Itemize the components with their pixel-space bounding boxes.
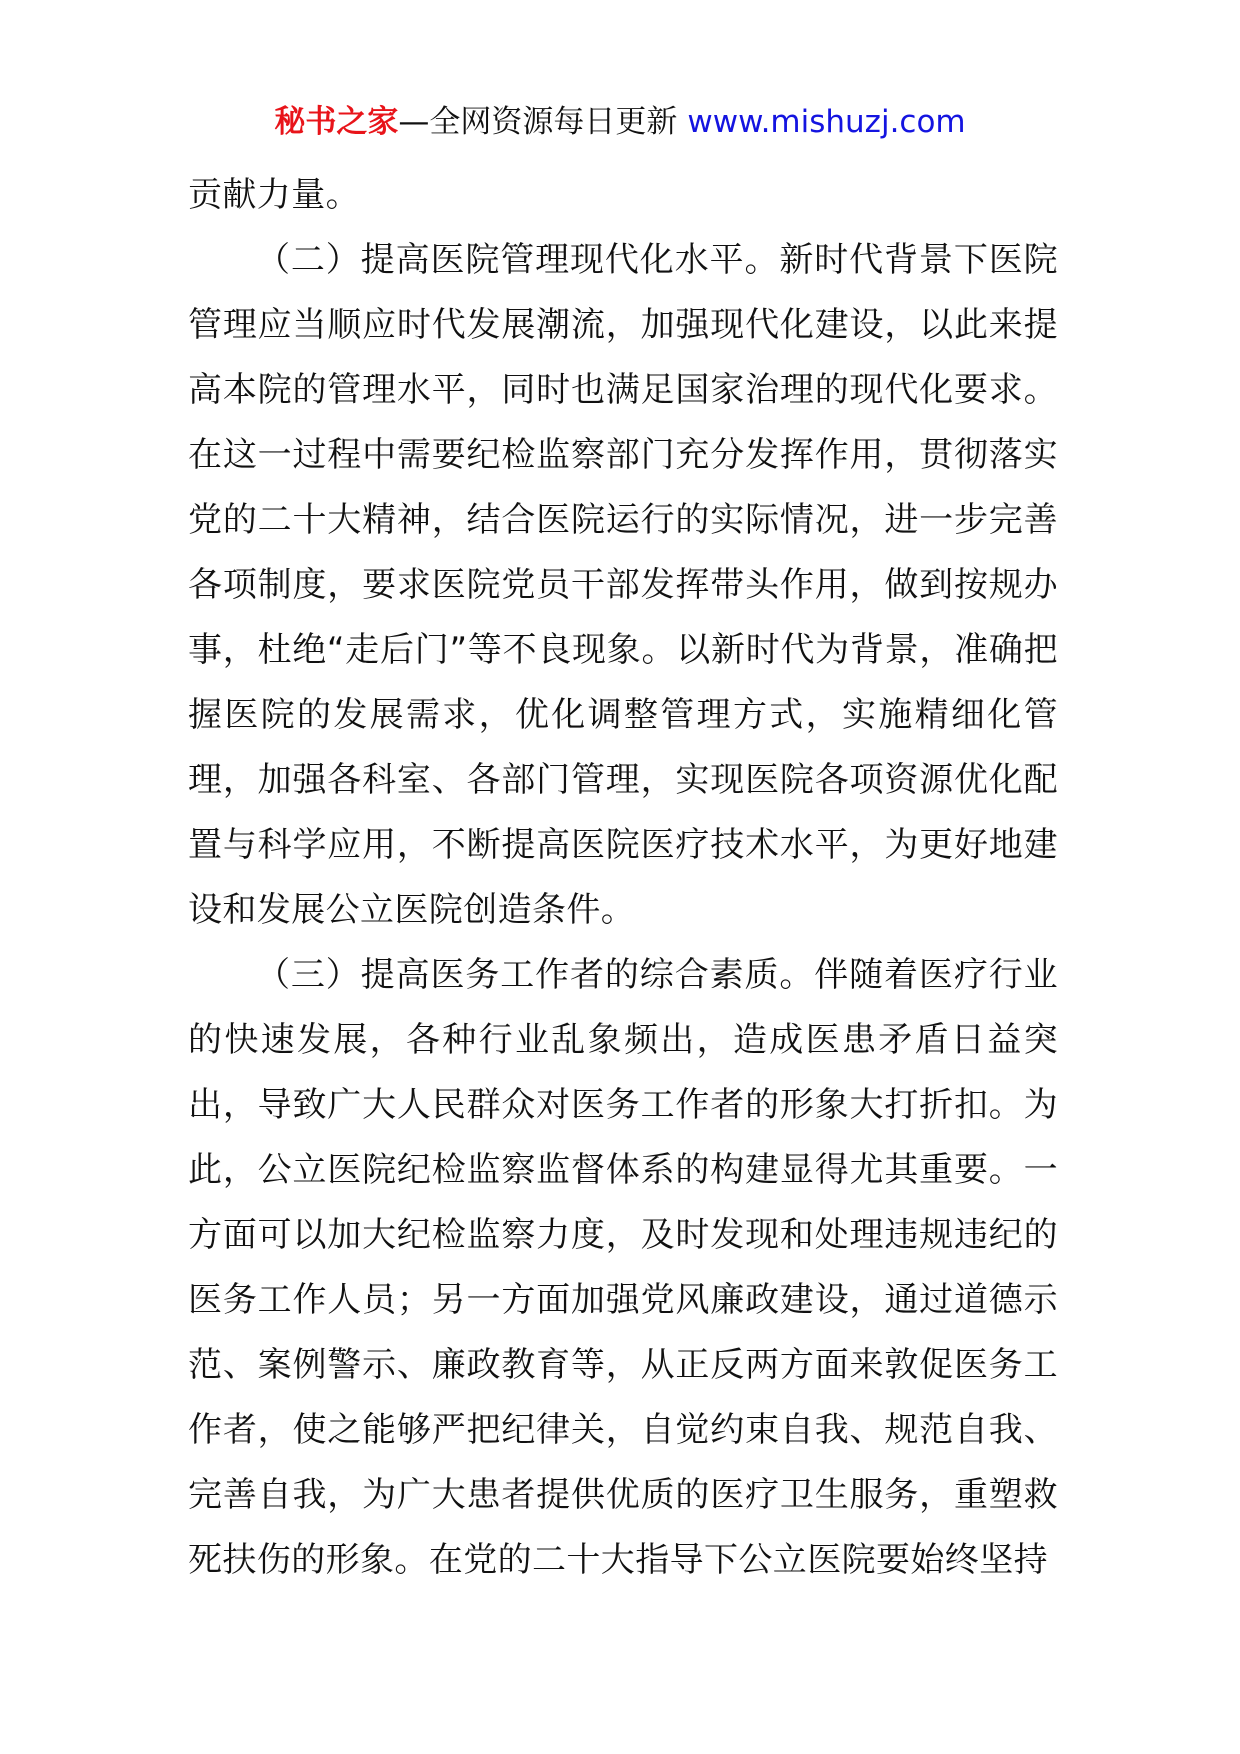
document-body [188,163,1058,1593]
paragraph-section-3: （三）提高医务工作者的综合素质。伴随着医疗行业的快速发展，各种行业乱象频出，造成医患矛盾日益突出，导致广大人民群众对医务工作者的形象大打折扣。为此，公立医院纪检监察监督体系的构建显得尤其重要。一方面可以加大纪检监察力度，及时发现和处理违规违纪的医务工作人员；另一方面加强党风廉政建设，通过道德示范、案例警示、廉政教育等，从正反两方面来敦促医务工作者，使之能够严把纪律关，自觉约束自我、规范自我、完善自我，为广大患者提供优质的医疗卫生服务，重塑救死扶伤的形象。在党的二十大指导下公立医院要始终坚持 [188,955,1058,1580]
watermark-header [0,100,1240,144]
header-slogan: —全网资源每日更新 [398,104,678,140]
paragraph-continuation: 贡献力量。 [188,175,360,215]
header-url-link[interactable]: www.mishuzj.com [687,104,966,140]
paragraph-section-2: （二）提高医院管理现代化水平。新时代背景下医院管理应当顺应时代发展潮流，加强现代化建设，以此来提高本院的管理水平，同时也满足国家治理的现代化要求。在这一过程中需要纪检监察部门充分发挥作用，贯彻落实党的二十大精神，结合医院运行的实际情况，进一步完善各项制度，要求医院党员干部发挥带头作用，做到按规办事，杜绝“走后门”等不良现象。以新时代为背景，准确把握医院的发展需求，优化调整管理方式，实施精细化管理，加强各科室、各部门管理，实现医院各项资源优化配置与科学应用，不断提高医院医疗技术水平，为更好地建设和发展公立医院创造条件。 [188,240,1058,930]
header-brand: 秘书之家 [274,104,399,140]
